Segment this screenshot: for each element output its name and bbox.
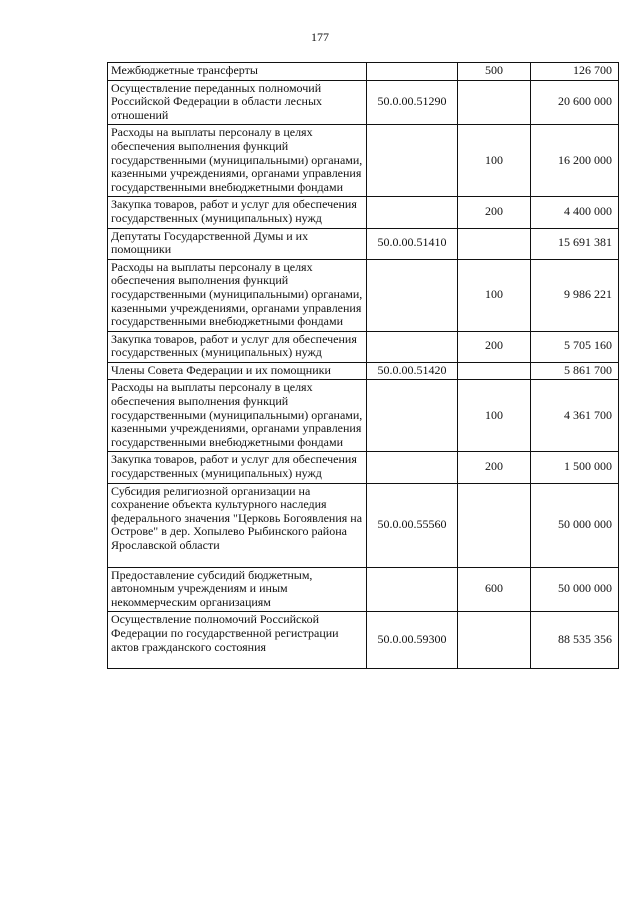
table-row <box>108 483 619 567</box>
row-code <box>367 331 458 362</box>
row-expense-type: 600 <box>458 567 531 612</box>
row-name: Субсидия религиозной организации на сохранение объекта культурного наследия федерального значения "Церковь Богоявления на Острове" в дер. Хопылево Рыбинского района Ярославской области <box>108 483 367 567</box>
row-code <box>367 380 458 452</box>
table-row <box>108 80 619 125</box>
row-name: Члены Совета Федерации и их помощники <box>108 362 367 380</box>
row-amount: 4 400 000 <box>531 197 619 228</box>
table-row <box>108 362 619 380</box>
table-row <box>108 452 619 483</box>
page-number: 177 <box>311 30 329 44</box>
table-row <box>108 259 619 331</box>
row-expense-type: 100 <box>458 125 531 197</box>
row-code <box>367 63 458 81</box>
table-row <box>108 331 619 362</box>
table-row <box>108 197 619 228</box>
table-row <box>108 380 619 452</box>
row-expense-type: 200 <box>458 331 531 362</box>
row-name: Расходы на выплаты персоналу в целях обеспечения выполнения функций государственными (муниципальными) органами, казенными учреждениями, органами управления государственными внебюджетными фондами <box>108 380 367 452</box>
row-expense-type <box>458 228 531 259</box>
row-code <box>367 197 458 228</box>
row-amount: 1 500 000 <box>531 452 619 483</box>
row-name: Расходы на выплаты персоналу в целях обеспечения выполнения функций государственными (муниципальными) органами, казенными учреждениями, органами управления государственными внебюджетными фондами <box>108 125 367 197</box>
row-code: 50.0.00.51410 <box>367 228 458 259</box>
row-code <box>367 259 458 331</box>
row-name: Расходы на выплаты персоналу в целях обеспечения выполнения функций государственными (муниципальными) органами, казенными учреждениями, органами управления государственными внебюджетными фондами <box>108 259 367 331</box>
row-code <box>367 125 458 197</box>
row-name: Закупка товаров, работ и услуг для обеспечения государственных (муниципальных) нужд <box>108 331 367 362</box>
table-row <box>108 125 619 197</box>
row-expense-type: 100 <box>458 380 531 452</box>
table-row <box>108 63 619 81</box>
row-name: Осуществление полномочий Российской Федерации по государственной регистрации актов гражданского состояния <box>108 612 367 669</box>
row-expense-type <box>458 362 531 380</box>
row-amount: 5 861 700 <box>531 362 619 380</box>
row-code: 50.0.00.55560 <box>367 483 458 567</box>
row-code: 50.0.00.51290 <box>367 80 458 125</box>
row-amount: 9 986 221 <box>531 259 619 331</box>
row-amount: 126 700 <box>531 63 619 81</box>
row-amount: 50 000 000 <box>531 483 619 567</box>
row-code <box>367 567 458 612</box>
row-name: Закупка товаров, работ и услуг для обеспечения государственных (муниципальных) нужд <box>108 197 367 228</box>
row-expense-type: 500 <box>458 63 531 81</box>
row-name: Предоставление субсидий бюджетным, автономным учреждениям и иным некоммерческим организациям <box>108 567 367 612</box>
row-amount: 20 600 000 <box>531 80 619 125</box>
row-name: Закупка товаров, работ и услуг для обеспечения государственных (муниципальных) нужд <box>108 452 367 483</box>
row-code: 50.0.00.59300 <box>367 612 458 669</box>
budget-table <box>107 62 619 669</box>
row-amount: 5 705 160 <box>531 331 619 362</box>
row-expense-type <box>458 612 531 669</box>
table-row <box>108 567 619 612</box>
row-amount: 16 200 000 <box>531 125 619 197</box>
row-name: Межбюджетные трансферты <box>108 63 367 81</box>
row-expense-type: 100 <box>458 259 531 331</box>
row-amount: 4 361 700 <box>531 380 619 452</box>
table-row <box>108 612 619 669</box>
table-row <box>108 228 619 259</box>
row-amount: 88 535 356 <box>531 612 619 669</box>
row-name: Депутаты Государственной Думы и их помощники <box>108 228 367 259</box>
row-expense-type: 200 <box>458 452 531 483</box>
row-code <box>367 452 458 483</box>
row-expense-type <box>458 483 531 567</box>
row-expense-type: 200 <box>458 197 531 228</box>
row-name: Осуществление переданных полномочий Российской Федерации в области лесных отношений <box>108 80 367 125</box>
row-amount: 15 691 381 <box>531 228 619 259</box>
row-expense-type <box>458 80 531 125</box>
row-code: 50.0.00.51420 <box>367 362 458 380</box>
row-amount: 50 000 000 <box>531 567 619 612</box>
